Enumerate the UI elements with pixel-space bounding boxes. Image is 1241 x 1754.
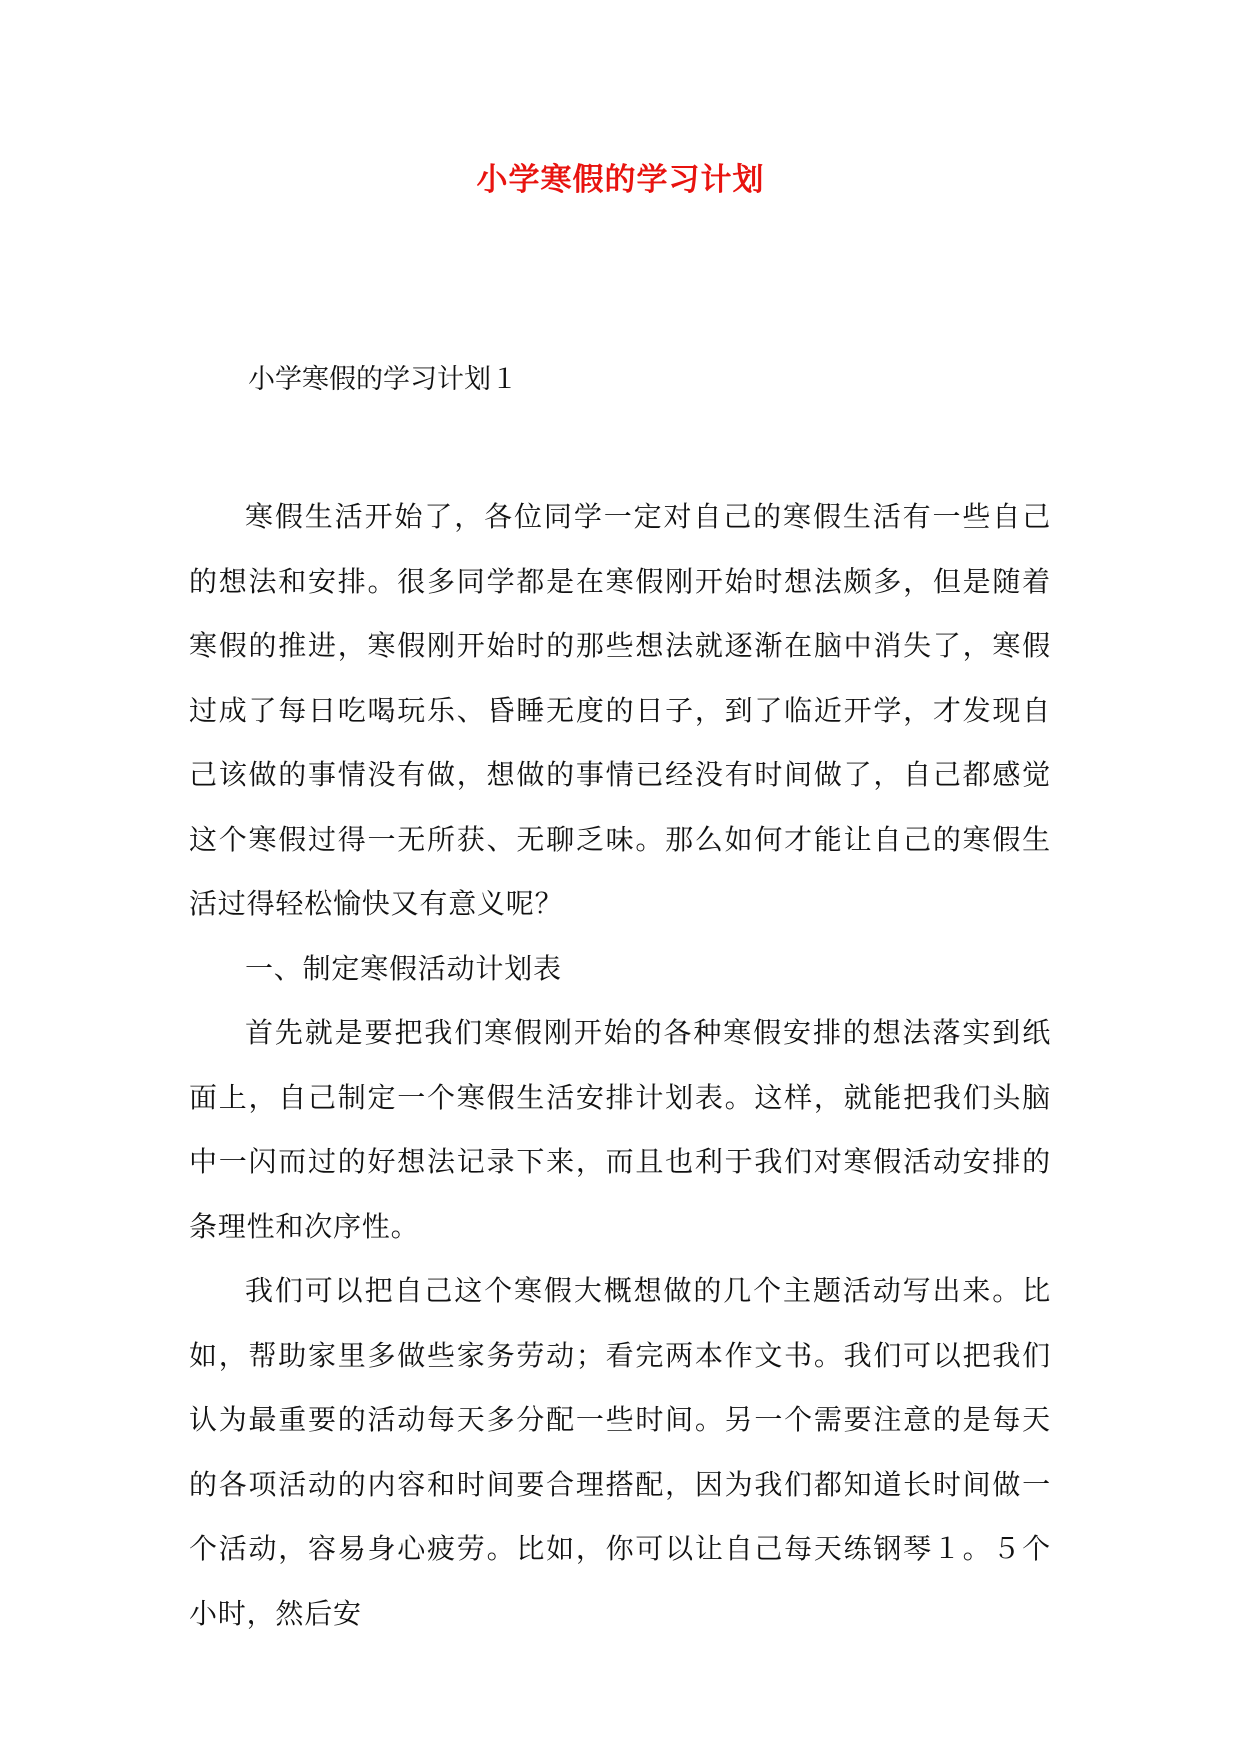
document-title: 小学寒假的学习计划 (476, 162, 765, 198)
paragraph-activities: 我们可以把自己这个寒假大概想做的几个主题活动写出来。比如，帮助家里多做些家务劳动；看完两本作文书。我们可以把我们认为最重要的活动每天多分配一些时间。另一个需要注意的是每天的各项活动的内容和时间要合理搭配，因为我们都知道长时间做一个活动，容易身心疲劳。比如，你可以让自己每天练钢琴１。５个小时，然后安 (189, 1274, 1051, 1630)
paragraph-subheading: 一、制定寒假活动计划表 (245, 951, 562, 985)
section-heading: 小学寒假的学习计划１ (248, 364, 518, 395)
document-body (189, 485, 1051, 1646)
paragraph-intro: 寒假生活开始了，各位同学一定对自己的寒假生活有一些自己的想法和安排。很多同学都是在寒假刚开始时想法颇多，但是随着寒假的推进，寒假刚开始时的那些想法就逐渐在脑中消失了，寒假过成了每日吃喝玩乐、昏睡无度的日子，到了临近开学，才发现自己该做的事情没有做，想做的事情已经没有时间做了，自己都感觉这个寒假过得一无所获、无聊乏味。那么如何才能让自己的寒假生活过得轻松愉快又有意义呢？ (189, 500, 1051, 920)
paragraph-plan: 首先就是要把我们寒假刚开始的各种寒假安排的想法落实到纸面上，自己制定一个寒假生活安排计划表。这样，就能把我们头脑中一闪而过的好想法记录下来，而且也利于我们对寒假活动安排的条理性和次序性。 (189, 1016, 1051, 1243)
